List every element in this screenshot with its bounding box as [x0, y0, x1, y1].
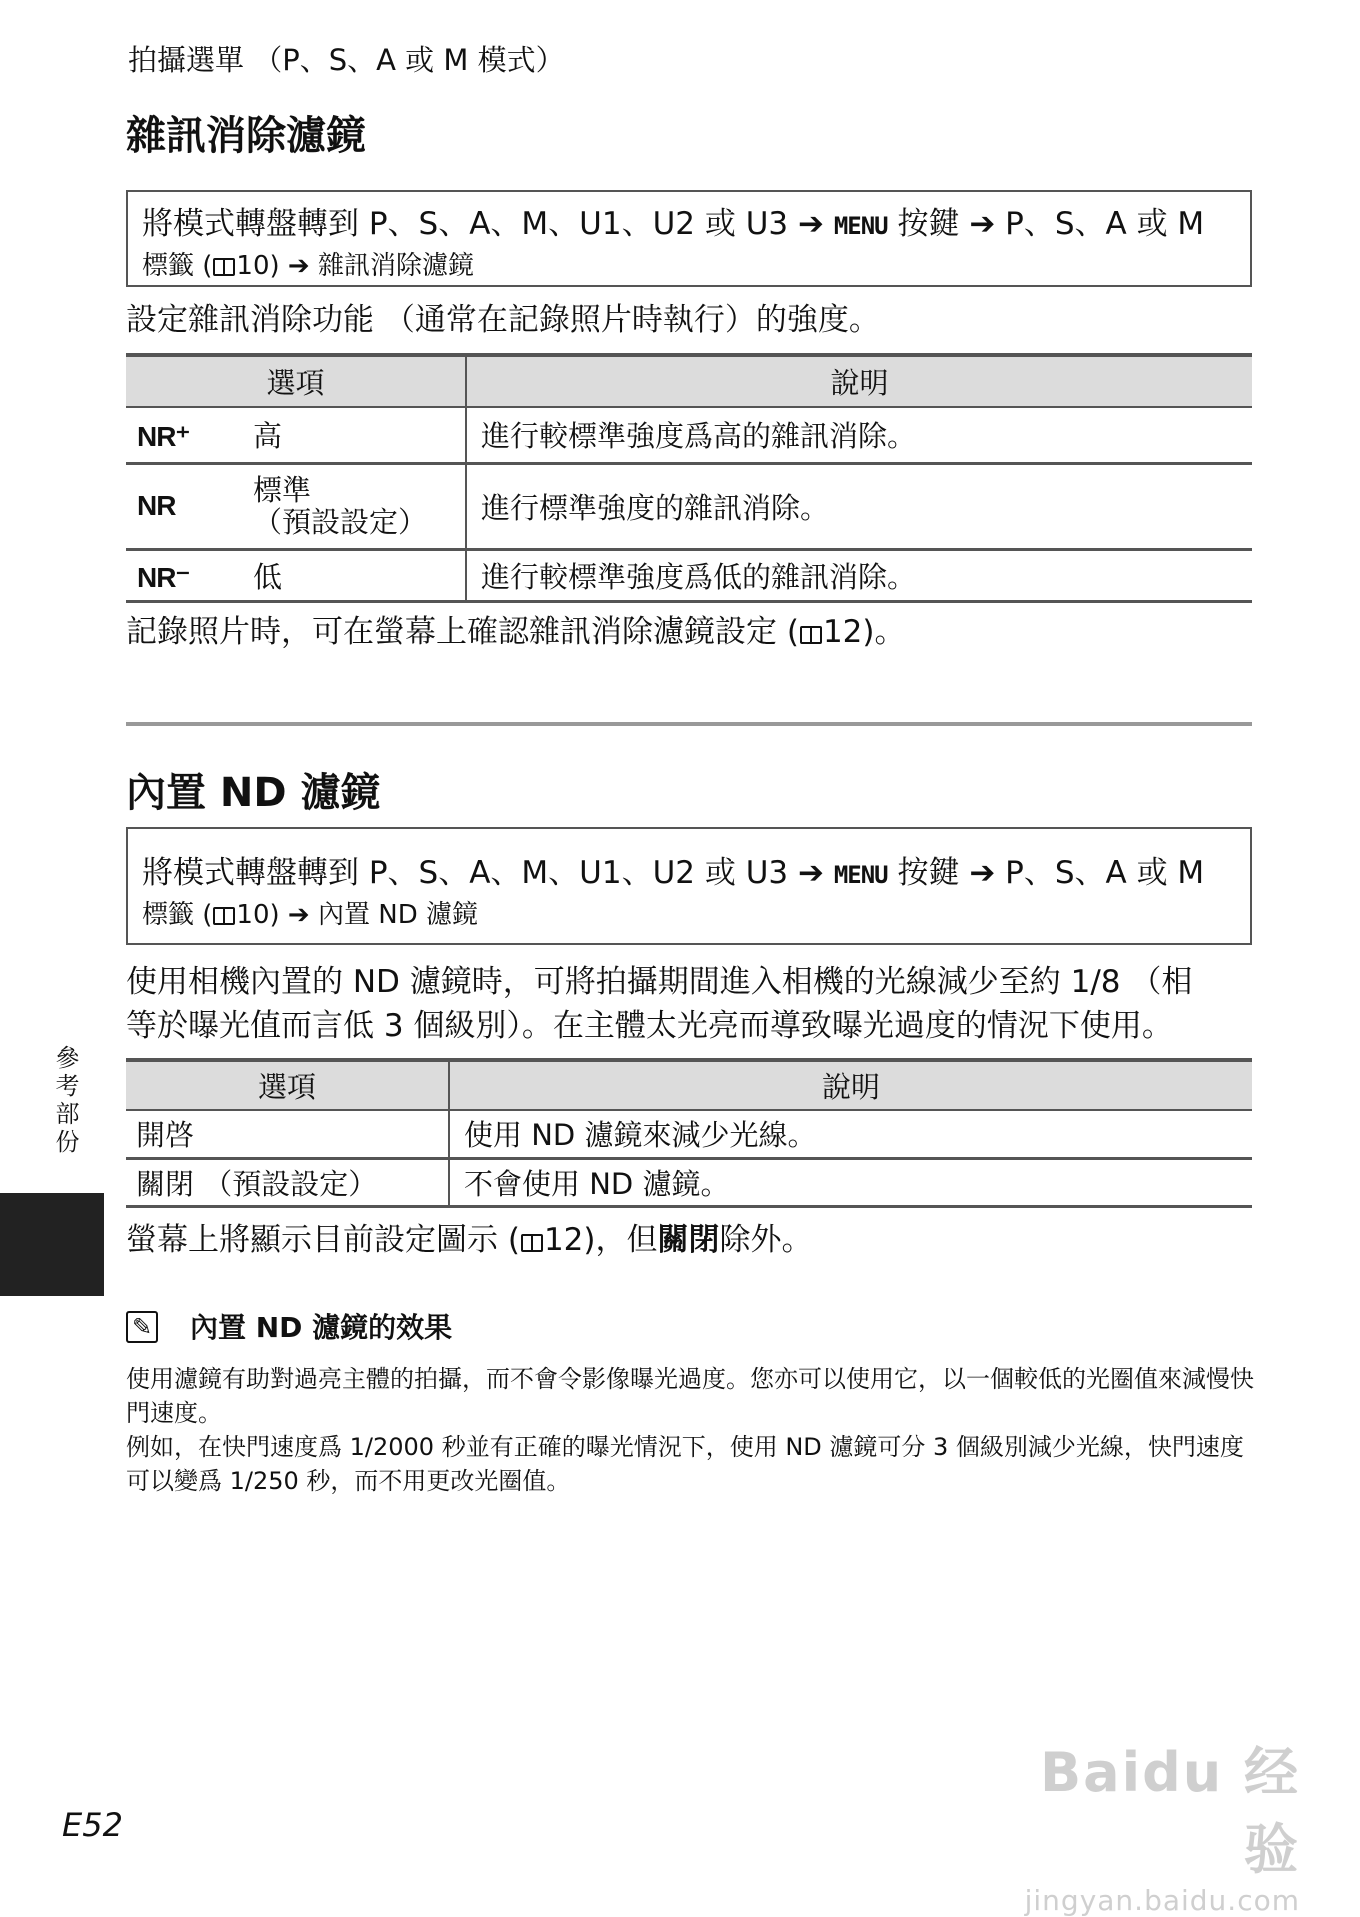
- footer-bold-text: 關閉: [657, 1222, 720, 1258]
- footer-text: 除外。: [719, 1222, 813, 1258]
- option-cell: 關閉 （預設設定）: [126, 1158, 449, 1206]
- page-header: 拍攝選單 （P、S、A 或 M 模式）: [128, 43, 565, 77]
- book-icon: [800, 626, 822, 644]
- menu-path-box: [126, 827, 1252, 945]
- baidu-watermark: [1000, 1730, 1300, 1917]
- description-cell: 使用 ND 濾鏡來減少光線。: [449, 1110, 1252, 1158]
- side-tab-label: 參考部份: [51, 1045, 79, 1157]
- note-paragraph: 例如，在快門速度爲 1/2000 秒並有正確的曝光情況下，使用 ND 濾鏡可分 3 個級別減少光線，快門速度可以變爲 1/250 秒，而不用更改光圈值。: [126, 1433, 1244, 1495]
- section1-footer: [126, 610, 1256, 654]
- footer-text: )，但: [583, 1222, 658, 1258]
- table-header-description: 說明: [466, 355, 1252, 407]
- option-label: 低: [253, 559, 283, 594]
- menu-path-text: 標籤 (: [142, 900, 213, 930]
- nr-low-icon: NR⁻: [137, 561, 190, 593]
- option-default-label: （預設設定）: [253, 505, 428, 539]
- option-cell: [126, 463, 466, 549]
- note-title: 內置 ND 濾鏡的效果: [190, 1311, 453, 1344]
- page-ref: 10: [236, 251, 270, 281]
- table-header-description: 說明: [449, 1060, 1252, 1110]
- footer-text: 記錄照片時，可在螢幕上確認雜訊消除濾鏡設定 (: [126, 614, 799, 650]
- menu-path-text: 按鍵 ➔ P、S、A 或 M: [887, 206, 1205, 242]
- nd-filter-table: [126, 1058, 1252, 1208]
- menu-path-text: 將模式轉盤轉到 P、S、A、M、U1、U2 或 U3 ➔: [142, 206, 834, 242]
- menu-path-text: 標籤 (: [142, 251, 213, 281]
- pencil-note-icon: ✎: [126, 1311, 158, 1343]
- nr-normal-icon: NR: [137, 490, 176, 521]
- table-row: [126, 549, 1252, 601]
- noise-reduction-table: [126, 353, 1252, 603]
- section-title-nd-filter: 內置 ND 濾鏡: [126, 770, 381, 816]
- section-title-noise-reduction: 雜訊消除濾鏡: [126, 113, 366, 159]
- book-icon: [213, 258, 235, 276]
- side-tab-marker: [0, 1193, 104, 1296]
- menu-path-text: ) ➔ 內置 ND 濾鏡: [269, 900, 478, 930]
- section2-footer: [126, 1218, 1256, 1262]
- menu-button-icon: MENU: [833, 212, 888, 240]
- page-ref: 12: [822, 614, 863, 650]
- page-number: E52: [62, 1806, 123, 1844]
- book-icon: [213, 907, 235, 925]
- option-label: 高: [253, 419, 283, 454]
- table-row: [126, 407, 1252, 463]
- table-row: [126, 1110, 1252, 1158]
- description-cell: 進行較標準強度爲高的雜訊消除。: [466, 407, 1252, 463]
- menu-path-line1: [142, 851, 1236, 897]
- menu-path-text: 按鍵 ➔ P、S、A 或 M: [887, 855, 1205, 891]
- option-cell: [126, 549, 466, 601]
- footer-text: )。: [862, 614, 906, 650]
- option-label: 標準: [253, 473, 312, 507]
- menu-path-line2: [142, 897, 1236, 933]
- menu-path-box: [126, 190, 1252, 287]
- table-header-option: 選項: [126, 355, 466, 407]
- menu-path-text: 將模式轉盤轉到 P、S、A、M、U1、U2 或 U3 ➔: [142, 855, 834, 891]
- option-cell: [126, 407, 466, 463]
- intro-line: 等於曝光值而言低 3 個級別）。在主體太光亮而導致曝光過度的情況下使用。: [126, 1008, 1173, 1044]
- table-row: [126, 1158, 1252, 1206]
- option-cell: 開啓: [126, 1110, 449, 1158]
- description-cell: 不會使用 ND 濾鏡。: [449, 1158, 1252, 1206]
- menu-button-icon: MENU: [833, 861, 888, 889]
- menu-path-line1: [142, 202, 1236, 248]
- menu-path-line2: [142, 248, 1236, 284]
- menu-path-text: ) ➔ 雜訊消除濾鏡: [269, 251, 474, 281]
- table-header-option: 選項: [126, 1060, 449, 1110]
- footer-text: 螢幕上將顯示目前設定圖示 (: [126, 1222, 520, 1258]
- book-icon: [521, 1234, 543, 1252]
- description-cell: 進行較標準強度爲低的雜訊消除。: [466, 549, 1252, 601]
- watermark-url: jingyan.baidu.com: [1024, 1884, 1300, 1917]
- watermark-logo-text: Baidu 经验: [1039, 1741, 1300, 1881]
- page-ref: 12: [543, 1222, 584, 1258]
- page-ref: 10: [236, 900, 270, 930]
- description-cell: 進行標準強度的雜訊消除。: [466, 463, 1252, 549]
- section2-intro: [126, 960, 1256, 1048]
- note-paragraph: 使用濾鏡有助對過亮主體的拍攝，而不會令影像曝光過度。您亦可以使用它，以一個較低的光圈值來減慢快門速度。: [126, 1365, 1254, 1427]
- note-body: [126, 1362, 1256, 1498]
- section1-intro: 設定雜訊消除功能 （通常在記錄照片時執行）的強度。: [126, 302, 880, 338]
- table-row: [126, 463, 1252, 549]
- nr-high-icon: NR⁺: [137, 421, 190, 453]
- section-divider: [126, 722, 1252, 726]
- intro-line: 使用相機內置的 ND 濾鏡時，可將拍攝期間進入相機的光線減少至約 1/8 （相: [126, 964, 1193, 1000]
